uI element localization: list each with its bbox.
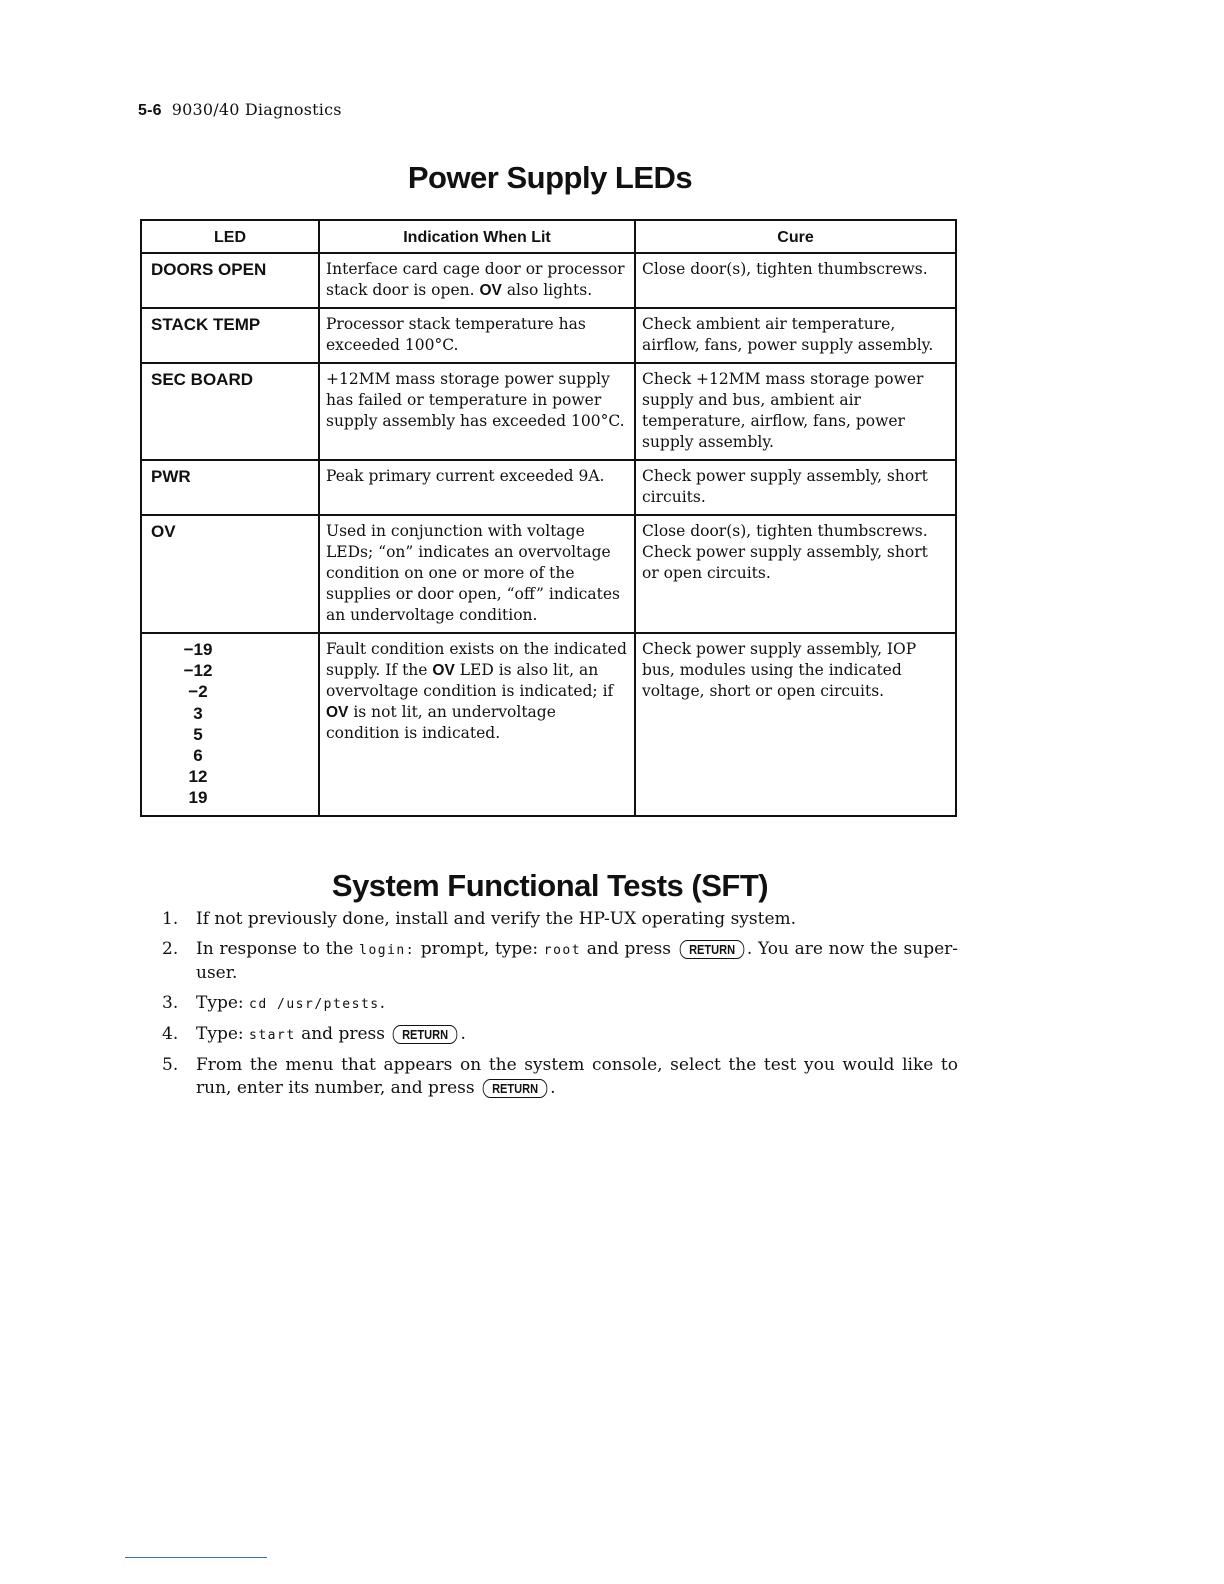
step-text: and press — [301, 1024, 385, 1044]
indication-text: LED is also lit, an overvoltage condition is indicated; if — [326, 661, 614, 700]
step-text: . — [460, 1024, 466, 1044]
indication-cell: Peak primary current exceeded 9A. — [319, 460, 635, 515]
led-name: DOORS OPEN — [141, 253, 319, 308]
indication-text: Interface card cage door or processor stack door is open. — [326, 260, 625, 299]
indication-cell — [319, 633, 635, 816]
return-key-icon: RETURN — [679, 940, 744, 959]
led-voltage: 19 — [188, 788, 208, 808]
step-text: and press — [586, 939, 671, 959]
table-row — [141, 633, 956, 816]
step-text: Type: — [196, 993, 244, 1013]
sft-title — [0, 868, 1224, 904]
indication-text: also lights. — [506, 281, 593, 299]
table-header-row — [141, 220, 956, 253]
list-item — [160, 1023, 958, 1047]
cure-cell: Check ambient air temperature, airflow, fans, power supply assembly. — [635, 308, 956, 363]
step-number: 3. — [162, 993, 179, 1013]
sft-steps — [160, 908, 958, 1107]
cure-cell: Close door(s), tighten thumbscrews. Check power supply assembly, short or open circuits. — [635, 515, 956, 633]
indication-cell: Processor stack temperature has exceeded 100°C. — [319, 308, 635, 363]
led-voltage: 5 — [193, 724, 203, 744]
indication-cell: Used in conjunction with voltage LEDs; “on” indicates an overvoltage condition on one or more of the supplies or door open, “off” indicates an undervoltage condition. — [319, 515, 635, 633]
led-voltage: 3 — [193, 703, 203, 723]
code-text: start — [249, 1028, 296, 1043]
indication-cell — [319, 253, 635, 308]
code-text: login: — [359, 943, 416, 958]
col-header-cure: Cure — [635, 220, 956, 253]
list-item — [160, 908, 958, 931]
table-row — [141, 460, 956, 515]
code-text: root — [543, 943, 582, 958]
indication-text: is not lit, an undervoltage condition is indicated. — [326, 703, 556, 742]
led-name: PWR — [141, 460, 319, 515]
cure-cell: Check +12MM mass storage power supply and bus, ambient air temperature, airflow, fans, power supply assembly. — [635, 363, 956, 460]
page-number: 5-6 — [138, 102, 162, 119]
table-row — [141, 253, 956, 308]
cure-cell: Check power supply assembly, short circuits. — [635, 460, 956, 515]
running-title: 9030/40 Diagnostics — [171, 100, 342, 119]
power-supply-led-table — [140, 219, 957, 817]
cure-cell: Close door(s), tighten thumbscrews. — [635, 253, 956, 308]
list-item — [160, 992, 958, 1016]
led-name: OV — [141, 515, 319, 633]
led-voltage: 6 — [193, 746, 203, 766]
step-text: . You are now the super-user. — [196, 939, 959, 983]
led-name: STACK TEMP — [141, 308, 319, 363]
indication-cell: +12MM mass storage power supply has failed or temperature in power supply assembly has exceeded 100°C. — [319, 363, 635, 460]
footer-rule — [125, 1557, 267, 1558]
indication-bold: OV — [326, 704, 349, 721]
led-voltage-list — [141, 633, 319, 816]
led-voltage: 12 — [188, 767, 208, 787]
indication-bold: OV — [479, 282, 502, 299]
table-row — [141, 363, 956, 460]
step-number: 1. — [162, 909, 179, 929]
step-number: 2. — [162, 939, 179, 959]
led-voltage: −2 — [188, 682, 208, 702]
col-header-indication: Indication When Lit — [319, 220, 635, 253]
step-text: In response to the — [196, 939, 354, 959]
power-supply-title — [0, 160, 1224, 196]
col-header-led: LED — [141, 220, 319, 253]
step-text: . — [550, 1078, 556, 1098]
list-item — [160, 1054, 958, 1100]
table-row — [141, 515, 956, 633]
return-key-icon: RETURN — [483, 1079, 548, 1098]
led-voltage: −19 — [183, 640, 213, 659]
indication-text: Fault condition exists on the indicated supply. If the — [326, 640, 627, 679]
power-supply-title-text: Power Supply LEDs — [407, 160, 693, 195]
step-number: 5. — [162, 1055, 179, 1075]
led-name: SEC BOARD — [141, 363, 319, 460]
running-head — [138, 100, 342, 120]
code-text: cd /usr/ptests — [249, 997, 380, 1012]
table-row — [141, 308, 956, 363]
indication-bold: OV — [432, 662, 455, 679]
led-voltage: −12 — [183, 661, 213, 681]
step-text: . — [379, 993, 386, 1013]
sft-title-text: System Functional Tests (SFT) — [331, 868, 769, 903]
step-text: Type: — [196, 1024, 244, 1044]
return-key-icon: RETURN — [393, 1025, 458, 1044]
step-number: 4. — [162, 1024, 179, 1044]
cure-cell: Check power supply assembly, IOP bus, modules using the indicated voltage, short or open circuits. — [635, 633, 956, 816]
step-text: If not previously done, install and verify the HP-UX operating system. — [196, 909, 797, 929]
step-text: From the menu that appears on the system console, select the test you would like to run, enter its number, and press — [196, 1055, 958, 1098]
step-text: prompt, type: — [420, 939, 539, 959]
list-item — [160, 938, 958, 985]
